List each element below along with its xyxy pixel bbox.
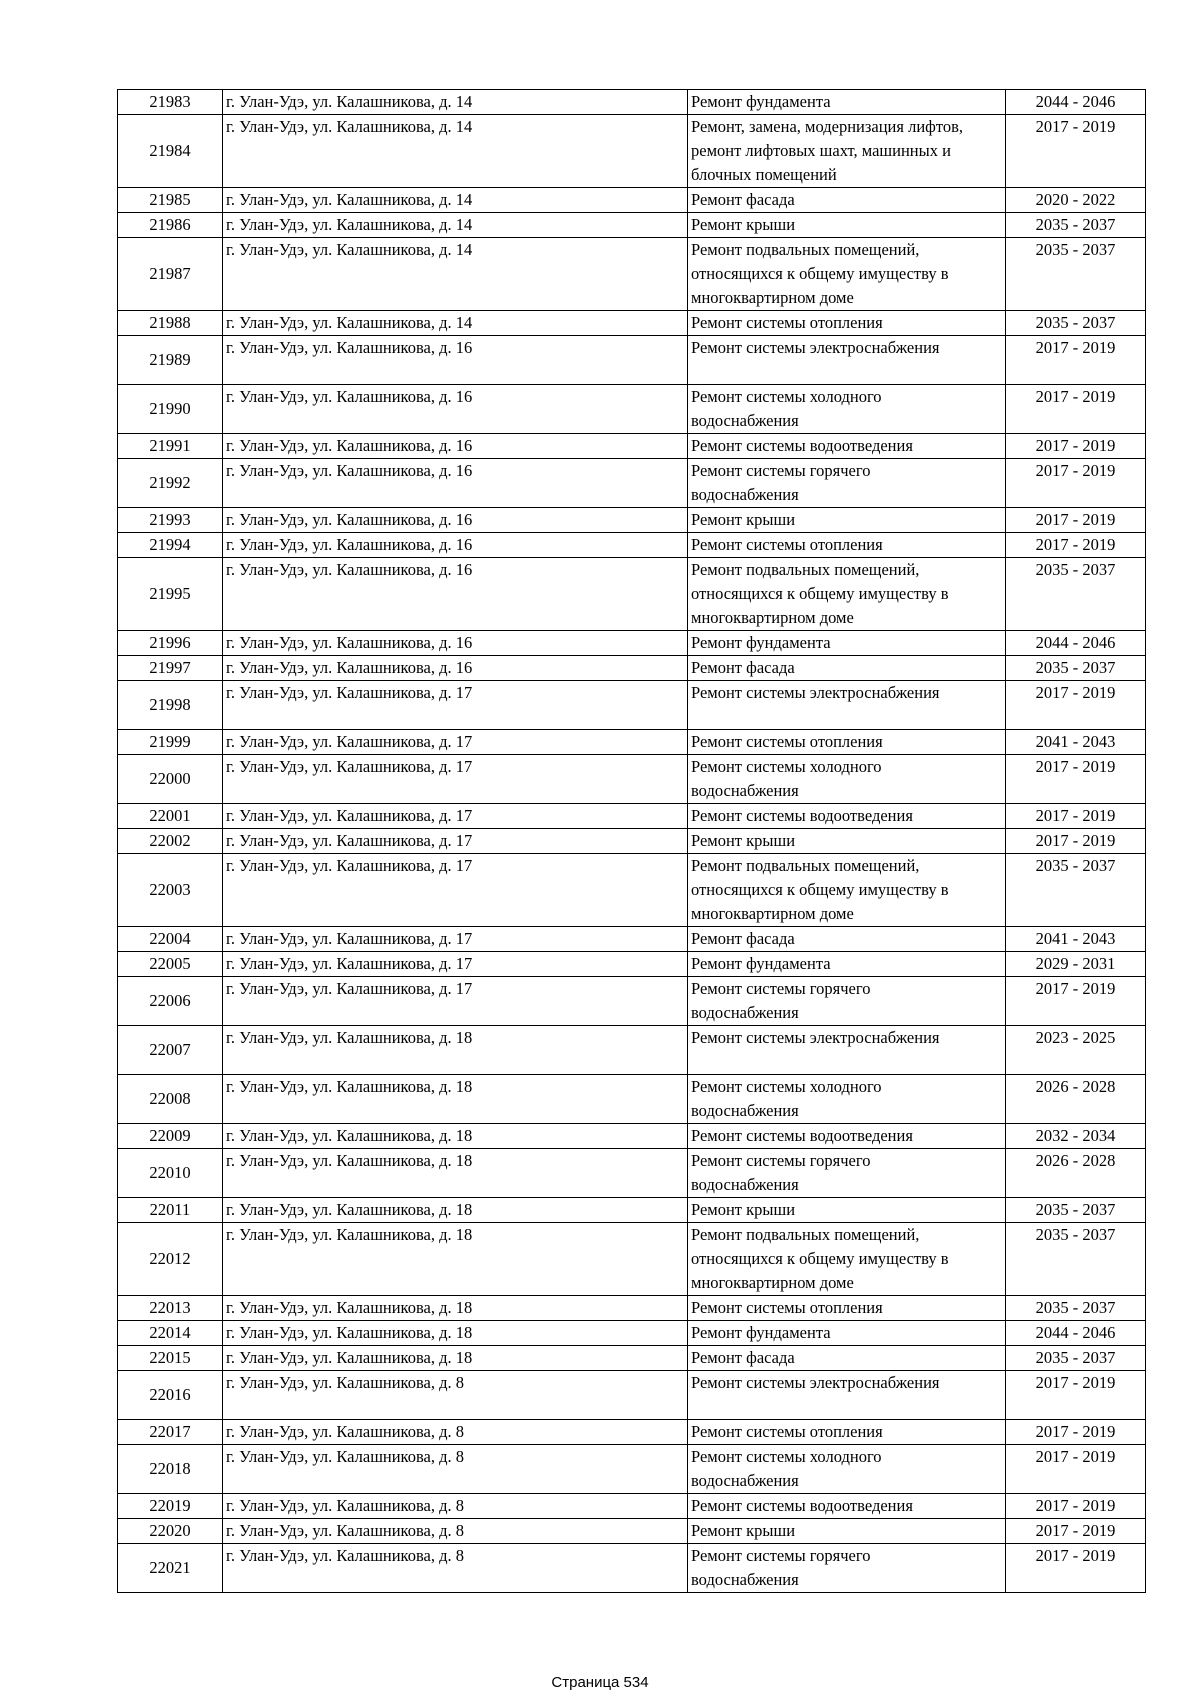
work-type-cell <box>688 90 1006 115</box>
address-cell: г. Улан-Удэ, ул. Калашникова, д. 8 <box>223 1371 688 1420</box>
work-type-line: водоснабжения <box>691 1003 799 1022</box>
work-type-line: блочных помещений <box>691 165 837 184</box>
work-type-cell <box>688 1149 1006 1198</box>
period-cell: 2035 - 2037 <box>1006 213 1146 238</box>
address-cell: г. Улан-Удэ, ул. Калашникова, д. 16 <box>223 533 688 558</box>
table-row <box>118 755 1146 804</box>
work-type-line: Ремонт подвальных помещений, <box>691 240 920 259</box>
work-type-line: Ремонт системы электроснабжения <box>691 1028 940 1047</box>
row-number-cell: 22000 <box>118 755 223 804</box>
table-row <box>118 1519 1146 1544</box>
table-row <box>118 1026 1146 1075</box>
table-row <box>118 829 1146 854</box>
work-type-line: Ремонт фасада <box>691 190 795 209</box>
work-type-line: водоснабжения <box>691 1570 799 1589</box>
work-type-cell <box>688 730 1006 755</box>
work-type-cell <box>688 952 1006 977</box>
work-type-line: Ремонт фундамента <box>691 954 831 973</box>
work-type-line: Ремонт фундамента <box>691 92 831 111</box>
work-type-line: Ремонт крыши <box>691 215 796 234</box>
work-type-line: Ремонт крыши <box>691 831 796 850</box>
address-cell: г. Улан-Удэ, ул. Калашникова, д. 8 <box>223 1420 688 1445</box>
table-row <box>118 977 1146 1026</box>
work-type-line: Ремонт системы горячего <box>691 1151 871 1170</box>
period-cell: 2029 - 2031 <box>1006 952 1146 977</box>
table-row <box>118 533 1146 558</box>
table-row <box>118 1544 1146 1593</box>
address-cell: г. Улан-Удэ, ул. Калашникова, д. 16 <box>223 385 688 434</box>
work-type-line: Ремонт фасада <box>691 929 795 948</box>
work-type-line: Ремонт системы отопления <box>691 1298 883 1317</box>
work-type-cell <box>688 854 1006 927</box>
work-type-line: водоснабжения <box>691 411 799 430</box>
work-type-cell <box>688 1198 1006 1223</box>
work-type-line <box>691 1395 1002 1419</box>
work-type-line: относящихся к общему имуществу в <box>691 880 949 899</box>
work-type-line: многоквартирном доме <box>691 608 854 627</box>
address-cell: г. Улан-Удэ, ул. Калашникова, д. 18 <box>223 1321 688 1346</box>
work-type-cell <box>688 1321 1006 1346</box>
address-cell: г. Улан-Удэ, ул. Калашникова, д. 14 <box>223 311 688 336</box>
row-number-cell: 22018 <box>118 1445 223 1494</box>
repair-schedule-table <box>117 89 1146 1593</box>
work-type-line: Ремонт системы водоотведения <box>691 806 913 825</box>
work-type-line <box>691 360 1002 384</box>
row-number-cell: 21984 <box>118 115 223 188</box>
work-type-cell <box>688 188 1006 213</box>
period-cell: 2035 - 2037 <box>1006 558 1146 631</box>
address-cell: г. Улан-Удэ, ул. Калашникова, д. 18 <box>223 1124 688 1149</box>
work-type-line: Ремонт крыши <box>691 510 796 529</box>
address-cell: г. Улан-Удэ, ул. Калашникова, д. 17 <box>223 804 688 829</box>
period-cell: 2044 - 2046 <box>1006 1321 1146 1346</box>
work-type-line: Ремонт системы электроснабжения <box>691 338 940 357</box>
address-cell: г. Улан-Удэ, ул. Калашникова, д. 8 <box>223 1445 688 1494</box>
work-type-cell <box>688 115 1006 188</box>
period-cell: 2017 - 2019 <box>1006 829 1146 854</box>
work-type-cell <box>688 631 1006 656</box>
period-cell: 2035 - 2037 <box>1006 854 1146 927</box>
address-cell: г. Улан-Удэ, ул. Калашникова, д. 8 <box>223 1544 688 1593</box>
work-type-line: многоквартирном доме <box>691 288 854 307</box>
table-row <box>118 730 1146 755</box>
work-type-cell <box>688 1223 1006 1296</box>
work-type-cell <box>688 927 1006 952</box>
address-cell: г. Улан-Удэ, ул. Калашникова, д. 14 <box>223 115 688 188</box>
table-row <box>118 804 1146 829</box>
work-type-line: Ремонт системы электроснабжения <box>691 1373 940 1392</box>
work-type-line: Ремонт системы отопления <box>691 313 883 332</box>
period-cell: 2017 - 2019 <box>1006 804 1146 829</box>
table-row <box>118 311 1146 336</box>
row-number-cell: 21987 <box>118 238 223 311</box>
address-cell: г. Улан-Удэ, ул. Калашникова, д. 17 <box>223 854 688 927</box>
table-row <box>118 854 1146 927</box>
address-cell: г. Улан-Удэ, ул. Калашникова, д. 17 <box>223 755 688 804</box>
row-number-cell: 22006 <box>118 977 223 1026</box>
address-cell: г. Улан-Удэ, ул. Калашникова, д. 14 <box>223 213 688 238</box>
work-type-cell <box>688 1026 1006 1075</box>
row-number-cell: 21996 <box>118 631 223 656</box>
row-number-cell: 21985 <box>118 188 223 213</box>
row-number-cell: 22014 <box>118 1321 223 1346</box>
work-type-line: Ремонт фундамента <box>691 633 831 652</box>
row-number-cell: 21988 <box>118 311 223 336</box>
period-cell: 2032 - 2034 <box>1006 1124 1146 1149</box>
period-cell: 2035 - 2037 <box>1006 1198 1146 1223</box>
row-number-cell: 22012 <box>118 1223 223 1296</box>
row-number-cell: 21986 <box>118 213 223 238</box>
address-cell: г. Улан-Удэ, ул. Калашникова, д. 18 <box>223 1026 688 1075</box>
address-cell: г. Улан-Удэ, ул. Калашникова, д. 8 <box>223 1519 688 1544</box>
work-type-cell <box>688 311 1006 336</box>
work-type-line: Ремонт подвальных помещений, <box>691 856 920 875</box>
table-row <box>118 558 1146 631</box>
table-row <box>118 656 1146 681</box>
work-type-line: относящихся к общему имуществу в <box>691 264 949 283</box>
table-row <box>118 1494 1146 1519</box>
work-type-line: Ремонт системы водоотведения <box>691 1126 913 1145</box>
table-row <box>118 336 1146 385</box>
row-number-cell: 21997 <box>118 656 223 681</box>
work-type-line: водоснабжения <box>691 781 799 800</box>
table-row <box>118 1371 1146 1420</box>
row-number-cell: 22017 <box>118 1420 223 1445</box>
period-cell: 2017 - 2019 <box>1006 115 1146 188</box>
period-cell: 2023 - 2025 <box>1006 1026 1146 1075</box>
page-number: Страница 534 <box>551 1674 649 1691</box>
work-type-line: Ремонт системы водоотведения <box>691 436 913 455</box>
work-type-line: Ремонт системы холодного <box>691 1447 882 1466</box>
work-type-line: Ремонт системы холодного <box>691 387 882 406</box>
table-row <box>118 952 1146 977</box>
table-row <box>118 1420 1146 1445</box>
table-row <box>118 1075 1146 1124</box>
period-cell: 2017 - 2019 <box>1006 1420 1146 1445</box>
row-number-cell: 22001 <box>118 804 223 829</box>
table-row <box>118 508 1146 533</box>
work-type-line: Ремонт крыши <box>691 1200 796 1219</box>
period-cell: 2035 - 2037 <box>1006 1223 1146 1296</box>
work-type-line: водоснабжения <box>691 1471 799 1490</box>
row-number-cell: 21994 <box>118 533 223 558</box>
table-row <box>118 385 1146 434</box>
row-number-cell: 22010 <box>118 1149 223 1198</box>
row-number-cell: 21998 <box>118 681 223 730</box>
work-type-line: относящихся к общему имуществу в <box>691 1249 949 1268</box>
address-cell: г. Улан-Удэ, ул. Калашникова, д. 17 <box>223 952 688 977</box>
work-type-cell <box>688 336 1006 385</box>
work-type-line: Ремонт системы отопления <box>691 732 883 751</box>
work-type-cell <box>688 213 1006 238</box>
work-type-cell <box>688 385 1006 434</box>
table-row <box>118 188 1146 213</box>
work-type-cell <box>688 558 1006 631</box>
work-type-line: Ремонт фасада <box>691 658 795 677</box>
row-number-cell: 21999 <box>118 730 223 755</box>
work-type-line: водоснабжения <box>691 485 799 504</box>
work-type-line <box>691 1050 1002 1074</box>
table-row <box>118 434 1146 459</box>
address-cell: г. Улан-Удэ, ул. Калашникова, д. 18 <box>223 1296 688 1321</box>
work-type-cell <box>688 1296 1006 1321</box>
period-cell: 2017 - 2019 <box>1006 434 1146 459</box>
row-number-cell: 22008 <box>118 1075 223 1124</box>
table-row <box>118 1445 1146 1494</box>
table-row <box>118 213 1146 238</box>
work-type-line: Ремонт, замена, модернизация лифтов, <box>691 117 964 136</box>
period-cell: 2035 - 2037 <box>1006 1346 1146 1371</box>
work-type-cell <box>688 1519 1006 1544</box>
address-cell: г. Улан-Удэ, ул. Калашникова, д. 14 <box>223 238 688 311</box>
work-type-cell <box>688 434 1006 459</box>
address-cell: г. Улан-Удэ, ул. Калашникова, д. 17 <box>223 829 688 854</box>
row-number-cell: 22013 <box>118 1296 223 1321</box>
period-cell: 2017 - 2019 <box>1006 1519 1146 1544</box>
address-cell: г. Улан-Удэ, ул. Калашникова, д. 17 <box>223 681 688 730</box>
work-type-cell <box>688 459 1006 508</box>
period-cell: 2017 - 2019 <box>1006 1544 1146 1593</box>
period-cell: 2035 - 2037 <box>1006 656 1146 681</box>
row-number-cell: 22021 <box>118 1544 223 1593</box>
work-type-line: Ремонт системы водоотведения <box>691 1496 913 1515</box>
row-number-cell: 21991 <box>118 434 223 459</box>
work-type-line: Ремонт системы горячего <box>691 979 871 998</box>
work-type-cell <box>688 1075 1006 1124</box>
period-cell: 2017 - 2019 <box>1006 336 1146 385</box>
work-type-line: водоснабжения <box>691 1175 799 1194</box>
table-row <box>118 1124 1146 1149</box>
work-type-line: Ремонт системы электроснабжения <box>691 683 940 702</box>
period-cell: 2017 - 2019 <box>1006 508 1146 533</box>
table-row <box>118 90 1146 115</box>
work-type-cell <box>688 1124 1006 1149</box>
table-row <box>118 1198 1146 1223</box>
address-cell: г. Улан-Удэ, ул. Калашникова, д. 18 <box>223 1346 688 1371</box>
row-number-cell: 22002 <box>118 829 223 854</box>
row-number-cell: 22007 <box>118 1026 223 1075</box>
period-cell: 2035 - 2037 <box>1006 238 1146 311</box>
row-number-cell: 21993 <box>118 508 223 533</box>
address-cell: г. Улан-Удэ, ул. Калашникова, д. 17 <box>223 927 688 952</box>
row-number-cell: 22004 <box>118 927 223 952</box>
table-row <box>118 1149 1146 1198</box>
address-cell: г. Улан-Удэ, ул. Калашникова, д. 16 <box>223 434 688 459</box>
table-row <box>118 631 1146 656</box>
period-cell: 2044 - 2046 <box>1006 631 1146 656</box>
period-cell: 2035 - 2037 <box>1006 311 1146 336</box>
work-type-line: Ремонт крыши <box>691 1521 796 1540</box>
work-type-cell <box>688 1346 1006 1371</box>
work-type-cell <box>688 1445 1006 1494</box>
address-cell: г. Улан-Удэ, ул. Калашникова, д. 8 <box>223 1494 688 1519</box>
row-number-cell: 21992 <box>118 459 223 508</box>
address-cell: г. Улан-Удэ, ул. Калашникова, д. 14 <box>223 188 688 213</box>
work-type-line: многоквартирном доме <box>691 1273 854 1292</box>
row-number-cell: 21983 <box>118 90 223 115</box>
work-type-cell <box>688 804 1006 829</box>
work-type-cell <box>688 1371 1006 1420</box>
period-cell: 2017 - 2019 <box>1006 1445 1146 1494</box>
period-cell: 2017 - 2019 <box>1006 755 1146 804</box>
address-cell: г. Улан-Удэ, ул. Калашникова, д. 16 <box>223 558 688 631</box>
period-cell: 2044 - 2046 <box>1006 90 1146 115</box>
work-type-line: Ремонт подвальных помещений, <box>691 1225 920 1244</box>
table-body <box>118 90 1146 1593</box>
period-cell: 2020 - 2022 <box>1006 188 1146 213</box>
work-type-line: Ремонт системы холодного <box>691 757 882 776</box>
work-type-line: относящихся к общему имуществу в <box>691 584 949 603</box>
address-cell: г. Улан-Удэ, ул. Калашникова, д. 17 <box>223 730 688 755</box>
work-type-cell <box>688 755 1006 804</box>
address-cell: г. Улан-Удэ, ул. Калашникова, д. 18 <box>223 1149 688 1198</box>
row-number-cell: 21990 <box>118 385 223 434</box>
table-row <box>118 459 1146 508</box>
row-number-cell: 22011 <box>118 1198 223 1223</box>
work-type-cell <box>688 508 1006 533</box>
work-type-line: Ремонт фундамента <box>691 1323 831 1342</box>
period-cell: 2026 - 2028 <box>1006 1075 1146 1124</box>
period-cell: 2017 - 2019 <box>1006 533 1146 558</box>
work-type-cell <box>688 1420 1006 1445</box>
work-type-line <box>691 705 1002 729</box>
work-type-cell <box>688 829 1006 854</box>
address-cell: г. Улан-Удэ, ул. Калашникова, д. 16 <box>223 631 688 656</box>
work-type-cell <box>688 1544 1006 1593</box>
table-row <box>118 115 1146 188</box>
period-cell: 2017 - 2019 <box>1006 459 1146 508</box>
row-number-cell: 21995 <box>118 558 223 631</box>
address-cell: г. Улан-Удэ, ул. Калашникова, д. 17 <box>223 977 688 1026</box>
period-cell: 2017 - 2019 <box>1006 681 1146 730</box>
work-type-line: водоснабжения <box>691 1101 799 1120</box>
address-cell: г. Улан-Удэ, ул. Калашникова, д. 16 <box>223 656 688 681</box>
work-type-cell <box>688 533 1006 558</box>
work-type-cell <box>688 977 1006 1026</box>
table-row <box>118 1296 1146 1321</box>
work-type-cell <box>688 656 1006 681</box>
table-row <box>118 681 1146 730</box>
table-row <box>118 1321 1146 1346</box>
row-number-cell: 22015 <box>118 1346 223 1371</box>
work-type-line: Ремонт системы горячего <box>691 1546 871 1565</box>
address-cell: г. Улан-Удэ, ул. Калашникова, д. 16 <box>223 508 688 533</box>
work-type-line: Ремонт системы горячего <box>691 461 871 480</box>
work-type-cell <box>688 681 1006 730</box>
period-cell: 2017 - 2019 <box>1006 1371 1146 1420</box>
address-cell: г. Улан-Удэ, ул. Калашникова, д. 14 <box>223 90 688 115</box>
period-cell: 2017 - 2019 <box>1006 1494 1146 1519</box>
row-number-cell: 21989 <box>118 336 223 385</box>
address-cell: г. Улан-Удэ, ул. Калашникова, д. 16 <box>223 336 688 385</box>
row-number-cell: 22019 <box>118 1494 223 1519</box>
period-cell: 2041 - 2043 <box>1006 730 1146 755</box>
work-type-line: Ремонт фасада <box>691 1348 795 1367</box>
table-row <box>118 1346 1146 1371</box>
work-type-line: ремонт лифтовых шахт, машинных и <box>691 141 951 160</box>
period-cell: 2035 - 2037 <box>1006 1296 1146 1321</box>
address-cell: г. Улан-Удэ, ул. Калашникова, д. 18 <box>223 1198 688 1223</box>
period-cell: 2041 - 2043 <box>1006 927 1146 952</box>
table-row <box>118 1223 1146 1296</box>
address-cell: г. Улан-Удэ, ул. Калашникова, д. 16 <box>223 459 688 508</box>
table-row <box>118 927 1146 952</box>
address-cell: г. Улан-Удэ, ул. Калашникова, д. 18 <box>223 1223 688 1296</box>
row-number-cell: 22020 <box>118 1519 223 1544</box>
work-type-line: многоквартирном доме <box>691 904 854 923</box>
work-type-line: Ремонт подвальных помещений, <box>691 560 920 579</box>
work-type-line: Ремонт системы холодного <box>691 1077 882 1096</box>
work-type-cell <box>688 238 1006 311</box>
period-cell: 2026 - 2028 <box>1006 1149 1146 1198</box>
work-type-line: Ремонт системы отопления <box>691 1422 883 1441</box>
row-number-cell: 22005 <box>118 952 223 977</box>
address-cell: г. Улан-Удэ, ул. Калашникова, д. 18 <box>223 1075 688 1124</box>
row-number-cell: 22003 <box>118 854 223 927</box>
table-row <box>118 238 1146 311</box>
period-cell: 2017 - 2019 <box>1006 385 1146 434</box>
work-type-cell <box>688 1494 1006 1519</box>
period-cell: 2017 - 2019 <box>1006 977 1146 1026</box>
row-number-cell: 22009 <box>118 1124 223 1149</box>
row-number-cell: 22016 <box>118 1371 223 1420</box>
work-type-line: Ремонт системы отопления <box>691 535 883 554</box>
